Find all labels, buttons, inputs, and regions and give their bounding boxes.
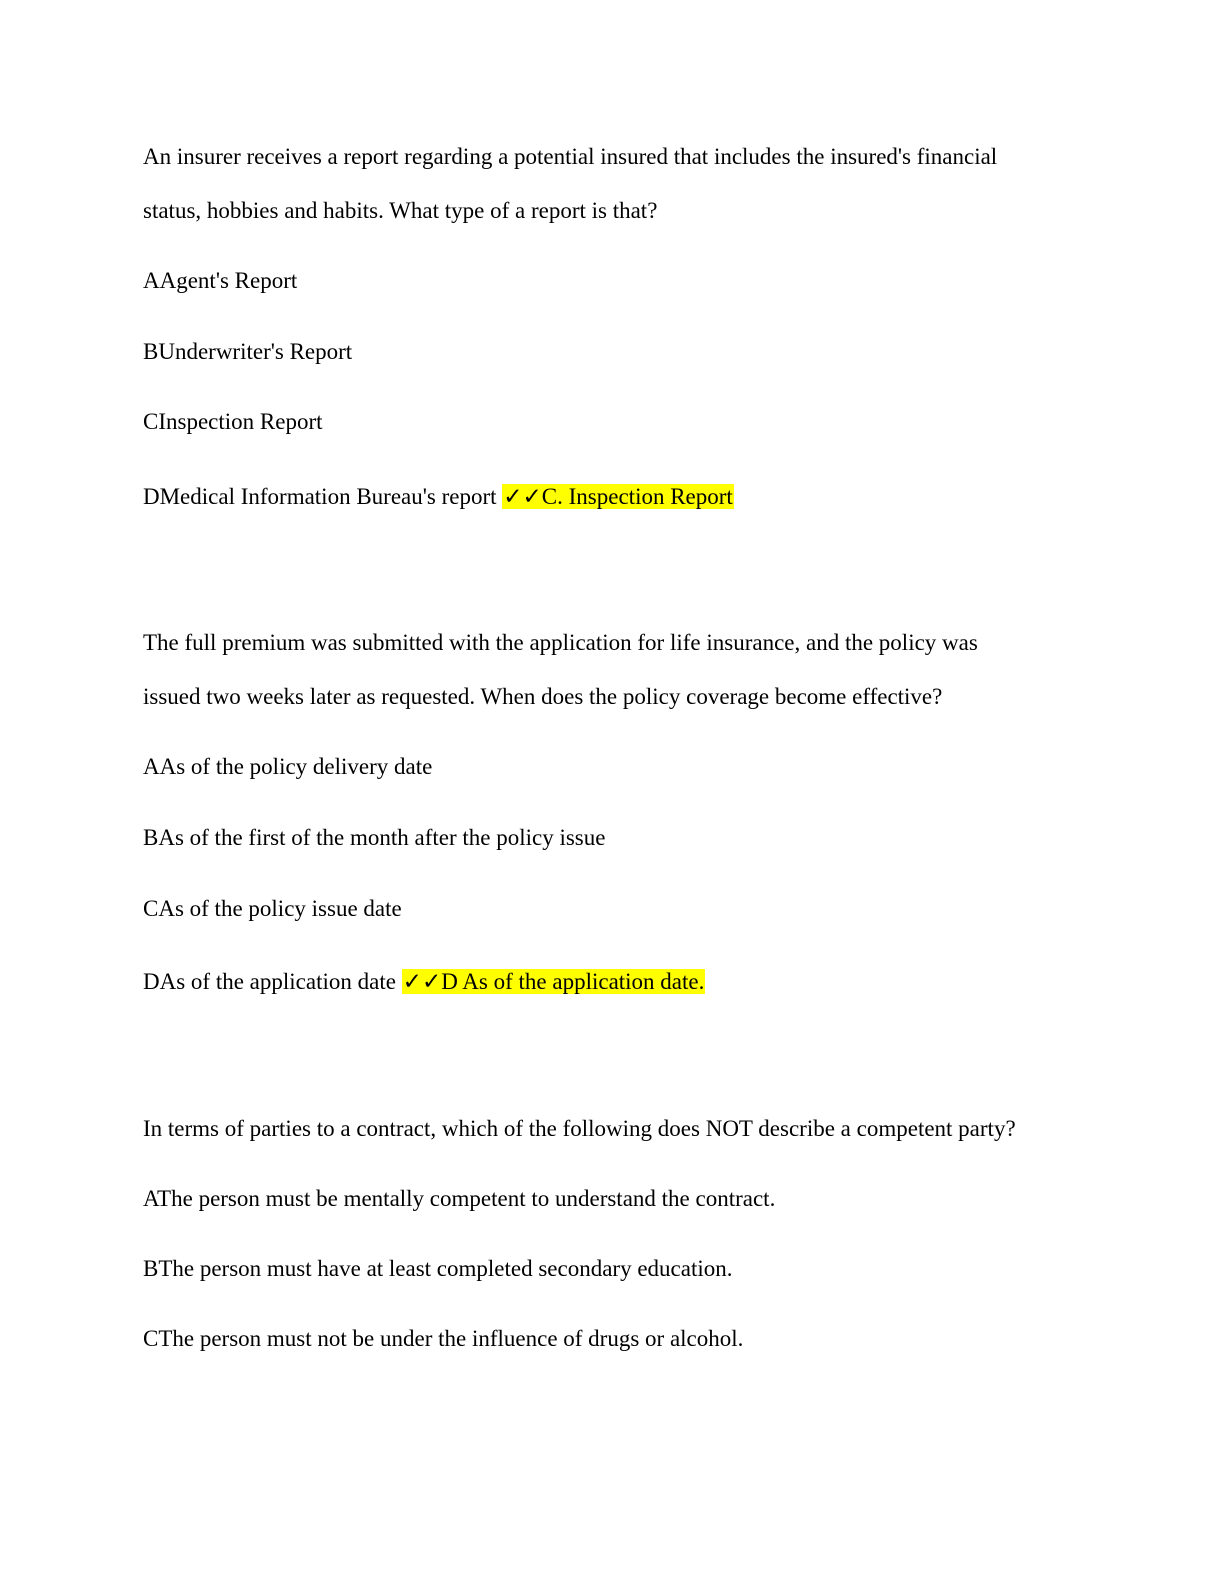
q2-option-d-row: [143, 967, 705, 997]
q2-stem-line-1: The full premium was submitted with the application for life insurance, and the policy was: [143, 630, 978, 655]
q3-option-b: BThe person must have at least completed secondary education.: [143, 1256, 733, 1281]
q2-answer-highlight: ✓✓D As of the application date.: [402, 969, 705, 994]
q2-option-b: BAs of the first of the month after the policy issue: [143, 825, 606, 850]
q3-option-a: AThe person must be mentally competent to understand the contract.: [143, 1186, 776, 1211]
q1-answer-highlight: ✓✓C. Inspection Report: [503, 484, 733, 509]
q2-stem-line-2: issued two weeks later as requested. When does the policy coverage become effective?: [143, 684, 943, 709]
q2-option-d: DAs of the application date: [143, 969, 396, 994]
q1-option-d-row: [143, 482, 734, 512]
q3-stem-line-1: In terms of parties to a contract, which of the following does NOT describe a competent party?: [143, 1116, 1016, 1141]
q1-option-a: AAgent's Report: [143, 268, 298, 293]
q3-option-c: CThe person must not be under the influence of drugs or alcohol.: [143, 1326, 744, 1351]
q1-stem-line-1: An insurer receives a report regarding a potential insured that includes the insured's financial: [143, 144, 998, 169]
q1-option-d: DMedical Information Bureau's report: [143, 484, 497, 509]
q1-stem-line-2: status, hobbies and habits. What type of a report is that?: [143, 198, 658, 223]
q2-option-a: AAs of the policy delivery date: [143, 754, 433, 779]
q2-option-c: CAs of the policy issue date: [143, 896, 402, 921]
q1-option-c: CInspection Report: [143, 409, 323, 434]
q1-option-b: BUnderwriter's Report: [143, 339, 353, 364]
